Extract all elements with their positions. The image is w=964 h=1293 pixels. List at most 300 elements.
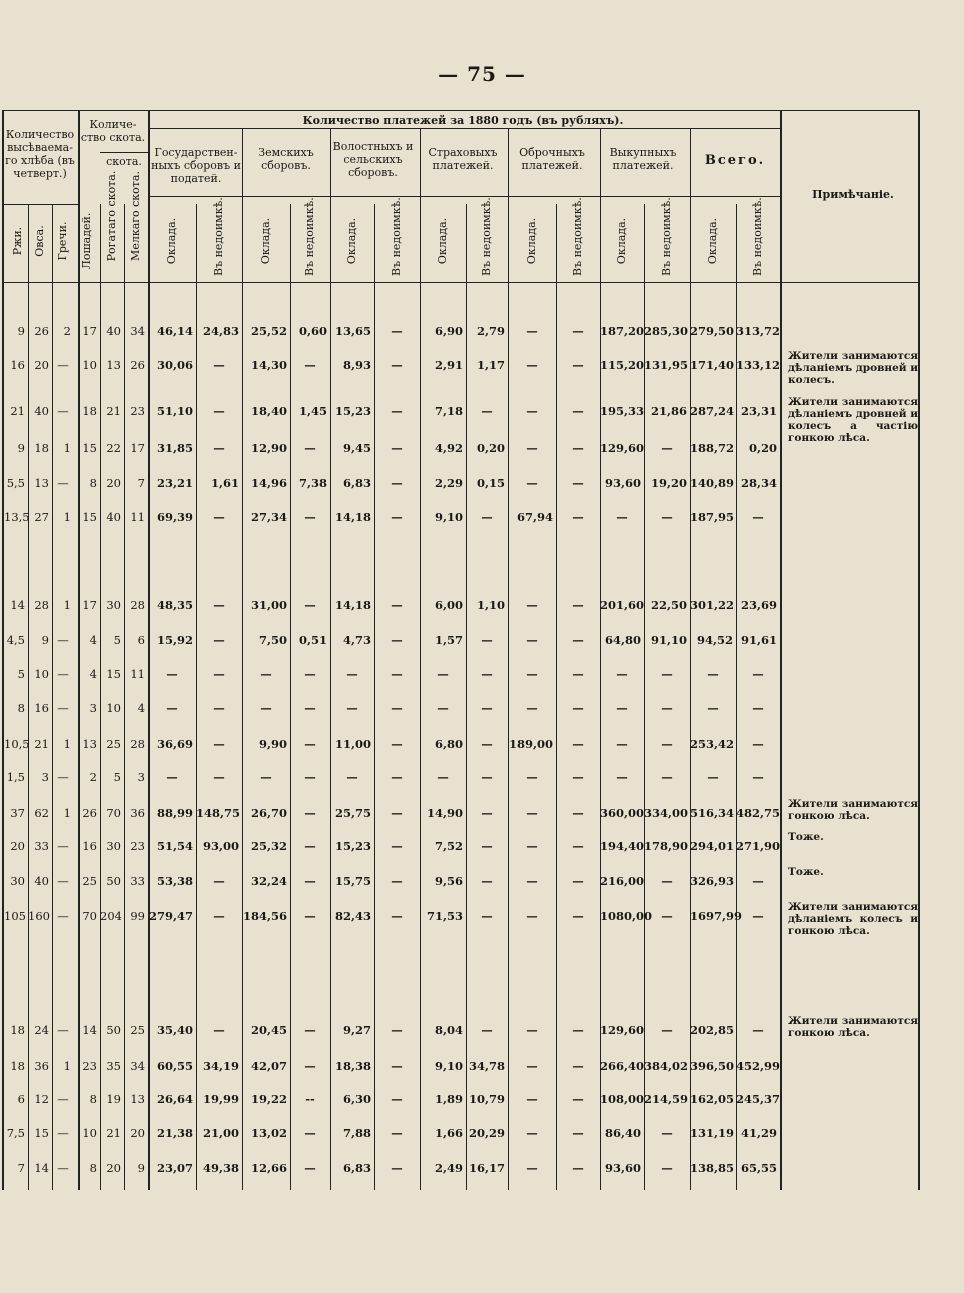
table-cell: — (526, 1059, 538, 1073)
rule-line (2, 110, 918, 111)
table-cell: 287,24 (690, 404, 735, 418)
table-cell: 6,83 (342, 476, 371, 490)
table-cell: 140,89 (690, 476, 735, 490)
table-cell: 16 (82, 839, 97, 853)
table-cell: 2,29 (434, 476, 463, 490)
table-cell: — (752, 510, 764, 524)
table-cell: 7,38 (298, 476, 327, 490)
table-cell: 14,96 (250, 476, 287, 490)
table-cell: — (661, 701, 673, 715)
table-cell: 30,06 (156, 358, 193, 372)
table-cell: 160 (28, 909, 50, 923)
table-cell: 108,00 (600, 1092, 645, 1106)
table-cell: 60,55 (156, 1059, 193, 1073)
table-cell: 25,75 (334, 806, 371, 820)
table-cell: 9,56 (434, 874, 463, 888)
table-cell: — (572, 839, 584, 853)
table-cell: — (213, 404, 225, 418)
table-cell: — (391, 1059, 403, 1073)
table-cell: 93,60 (604, 1161, 641, 1175)
table-cell: 31,85 (156, 441, 193, 455)
table-cell: — (391, 404, 403, 418)
cattle-sub-label: скота. (106, 155, 142, 168)
table-cell: — (707, 701, 719, 715)
table-cell: 187,20 (600, 324, 645, 338)
table-cell: — (572, 770, 584, 784)
assessed-header-0: Оклада. (165, 217, 178, 265)
table-cell: — (572, 633, 584, 647)
table-cell: — (572, 806, 584, 820)
table-cell: 271,90 (736, 839, 781, 853)
table-cell: — (572, 1161, 584, 1175)
column-line (124, 204, 125, 1190)
table-cell: — (707, 770, 719, 784)
table-cell: 22,50 (650, 598, 687, 612)
table-cell: 62 (34, 806, 49, 820)
table-cell: 23 (130, 404, 145, 418)
table-cell: 93,00 (202, 839, 239, 853)
table-cell: — (437, 770, 449, 784)
table-cell: — (391, 1126, 403, 1140)
table-cell: 266,40 (600, 1059, 645, 1073)
table-cell: — (304, 770, 316, 784)
table-cell: 99 (130, 909, 145, 923)
table-cell: 15 (82, 441, 97, 455)
table-cell: — (304, 1023, 316, 1037)
column-line (918, 110, 920, 1190)
table-cell: 8 (89, 1161, 97, 1175)
table-cell: 27 (34, 510, 49, 524)
table-cell: 23,21 (156, 476, 193, 490)
table-cell: — (661, 667, 673, 681)
header-grain: Количество высѣваема-го хлѣба (въ четверт.) (5, 128, 75, 180)
table-cell: 11 (130, 510, 145, 524)
table-cell: 36 (34, 1059, 49, 1073)
table-cell: 178,90 (644, 839, 689, 853)
table-cell: 1,10 (476, 598, 505, 612)
table-cell: 11 (130, 667, 145, 681)
table-cell: 15,23 (334, 404, 371, 418)
table-cell: — (526, 701, 538, 715)
table-cell: — (391, 839, 403, 853)
table-cell: 67,94 (516, 510, 553, 524)
table-cell: — (213, 667, 225, 681)
table-cell: 294,01 (690, 839, 735, 853)
table-cell: — (661, 510, 673, 524)
table-cell: 279,50 (690, 324, 735, 338)
table-cell: — (572, 324, 584, 338)
table-cell: — (572, 404, 584, 418)
table-cell: — (57, 701, 69, 715)
table-cell: — (481, 633, 493, 647)
table-cell: 20 (106, 1161, 121, 1175)
table-cell: — (213, 909, 225, 923)
table-cell: 13 (106, 358, 121, 372)
table-cell: 23 (130, 839, 145, 853)
table-cell: — (57, 358, 69, 372)
table-cell: 482,75 (736, 806, 781, 820)
table-cell: — (260, 770, 272, 784)
table-cell: — (304, 701, 316, 715)
table-cell: — (526, 476, 538, 490)
table-cell: 48,35 (156, 598, 193, 612)
table-cell: — (481, 667, 493, 681)
table-cell: 1 (63, 441, 71, 455)
table-cell: 14 (34, 1161, 49, 1175)
table-cell: 1,45 (298, 404, 327, 418)
table-cell: 70 (106, 806, 121, 820)
table-cell: — (391, 510, 403, 524)
table-cell: 40 (34, 404, 49, 418)
table-cell: 9 (137, 1161, 145, 1175)
header-payments: Количество платежей за 1880 годъ (въ рубляхъ). (302, 114, 624, 127)
table-cell: — (304, 598, 316, 612)
table-cell: — (57, 874, 69, 888)
rule-line (150, 196, 780, 197)
table-cell: — (391, 909, 403, 923)
table-cell: 34 (130, 324, 145, 338)
table-cell: 2,49 (434, 1161, 463, 1175)
rule-line (150, 128, 780, 129)
table-cell: 37 (10, 806, 25, 820)
rule-line (100, 152, 148, 153)
table-cell: — (661, 1126, 673, 1140)
table-cell: 187,95 (690, 510, 735, 524)
table-cell: — (526, 1126, 538, 1140)
table-cell: 194,40 (600, 839, 645, 853)
table-cell: 16,17 (468, 1161, 505, 1175)
table-cell: — (572, 510, 584, 524)
small-cattle-header: Мелкаго скота. (129, 171, 142, 261)
table-cell: — (572, 598, 584, 612)
table-cell: 23,07 (156, 1161, 193, 1175)
table-cell: 18 (34, 441, 49, 455)
table-cell: 7,18 (434, 404, 463, 418)
table-cell: 18 (10, 1059, 25, 1073)
table-cell: 51,54 (156, 839, 193, 853)
table-cell: 6,30 (342, 1092, 371, 1106)
table-cell: — (752, 770, 764, 784)
column-line (736, 204, 737, 1190)
table-cell: 28,34 (740, 476, 777, 490)
table-cell: 9,45 (342, 441, 371, 455)
rule-line (2, 204, 80, 205)
table-cell: 9,90 (258, 737, 287, 751)
table-cell: — (526, 874, 538, 888)
table-cell: 360,00 (600, 806, 645, 820)
table-cell: -- (305, 1092, 315, 1106)
table-cell: 30 (10, 874, 25, 888)
table-cell: 26 (130, 358, 145, 372)
table-cell: 25 (82, 874, 97, 888)
table-cell: — (526, 633, 538, 647)
table-cell: — (304, 737, 316, 751)
header-zemstvo: Земскихъ сборовъ. (258, 146, 314, 172)
table-cell: — (661, 770, 673, 784)
table-cell: — (391, 633, 403, 647)
table-cell: 42,07 (250, 1059, 287, 1073)
table-cell: 21,38 (156, 1126, 193, 1140)
table-cell: — (572, 909, 584, 923)
table-cell: — (526, 1023, 538, 1037)
table-cell: — (661, 1023, 673, 1037)
header-redemption: Выкупныхъ платежей. (609, 146, 677, 172)
table-cell: 7,50 (258, 633, 287, 647)
table-cell: 4 (89, 633, 97, 647)
table-cell: 0,15 (476, 476, 505, 490)
table-cell: — (304, 358, 316, 372)
table-cell: 21,86 (650, 404, 687, 418)
table-cell: 15,92 (156, 633, 193, 647)
table-cell: — (616, 770, 628, 784)
table-cell: — (391, 1092, 403, 1106)
table-cell: 14,30 (250, 358, 287, 372)
table-cell: 33 (130, 874, 145, 888)
table-cell: — (526, 324, 538, 338)
table-cell: 1,61 (210, 476, 239, 490)
table-cell: 18,38 (334, 1059, 371, 1073)
table-cell: — (57, 1092, 69, 1106)
table-cell: 18,40 (250, 404, 287, 418)
table-cell: 21,00 (202, 1126, 239, 1140)
assessed-header-6: Оклада. (706, 217, 719, 265)
table-cell: — (572, 874, 584, 888)
table-cell: — (526, 358, 538, 372)
assessed-header-1: Оклада. (259, 217, 272, 265)
table-cell: — (57, 770, 69, 784)
table-cell: — (526, 441, 538, 455)
table-cell: — (752, 1023, 764, 1037)
table-cell: — (526, 806, 538, 820)
column-line (100, 204, 101, 1190)
table-cell: 26 (82, 806, 97, 820)
table-cell: — (304, 510, 316, 524)
table-cell: 201,60 (600, 598, 645, 612)
table-cell: 15 (82, 510, 97, 524)
header-insurance: Страховыхъ платежей. (428, 146, 498, 172)
table-cell: — (57, 476, 69, 490)
table-cell: — (481, 737, 493, 751)
table-cell: 13 (82, 737, 97, 751)
table-cell: 35,40 (156, 1023, 193, 1037)
table-cell: 6,90 (434, 324, 463, 338)
table-cell: 0,20 (476, 441, 505, 455)
table-cell: 69,39 (156, 510, 193, 524)
table-cell: 7,88 (342, 1126, 371, 1140)
table-cell: — (526, 1161, 538, 1175)
table-cell: — (661, 1161, 673, 1175)
table-cell: — (481, 806, 493, 820)
table-cell: 26 (34, 324, 49, 338)
table-cell: 40 (106, 324, 121, 338)
table-cell: 189,00 (508, 737, 553, 751)
table-cell: 13,02 (250, 1126, 287, 1140)
table-cell: 88,99 (156, 806, 193, 820)
table-cell: — (752, 701, 764, 715)
remark-note: Жители занимаются дѣланіемъ колесъ и гонкою лѣса. (788, 901, 918, 937)
table-cell: 14 (10, 598, 25, 612)
table-cell: — (616, 701, 628, 715)
header-volost: Волостныхъ и сельскихъ сборовъ. (332, 140, 414, 179)
table-cell: 8 (89, 1092, 97, 1106)
table-cell: 1080,00 (600, 909, 653, 923)
table-cell: 15,75 (334, 874, 371, 888)
table-cell: — (526, 1092, 538, 1106)
rule-line (2, 282, 918, 283)
table-cell: 30 (106, 839, 121, 853)
table-cell: — (481, 510, 493, 524)
table-cell: 33 (34, 839, 49, 853)
table-cell: — (572, 737, 584, 751)
table-cell: 20 (130, 1126, 145, 1140)
remark-note: Жители занимаются дѣланіемъ дровней и колесъ а частію гонкою лѣса. (788, 396, 919, 444)
assessed-header-3: Оклада. (436, 217, 449, 265)
table-cell: — (213, 770, 225, 784)
table-cell: — (57, 1161, 69, 1175)
table-cell: 13,5 (4, 510, 30, 524)
table-cell: 21 (106, 404, 121, 418)
table-cell: 204 (100, 909, 122, 923)
table-cell: 4 (89, 667, 97, 681)
table-cell: 15 (106, 667, 121, 681)
remark-note: Тоже. (788, 866, 824, 878)
table-cell: — (213, 737, 225, 751)
column-line (290, 204, 291, 1190)
table-cell: 5 (113, 770, 121, 784)
table-cell: 9 (17, 324, 25, 338)
table-cell: 16 (10, 358, 25, 372)
arrears-header-5: Въ недоимкѣ. (660, 197, 673, 276)
table-cell: — (572, 1023, 584, 1037)
table-cell: 384,02 (644, 1059, 689, 1073)
table-cell: 129,60 (600, 441, 645, 455)
table-cell: 148,75 (196, 806, 241, 820)
table-cell: — (616, 737, 628, 751)
table-cell: 8 (17, 701, 25, 715)
table-cell: 1697,99 (690, 909, 743, 923)
table-cell: 131,19 (690, 1126, 735, 1140)
table-cell: 20 (10, 839, 25, 853)
table-cell: — (304, 441, 316, 455)
header-obrok: Оброчныхъ платежей. (519, 146, 585, 172)
header-state: Государствен-ныхъ сборовъ и податей. (151, 146, 241, 185)
table-cell: 16 (34, 701, 49, 715)
table-cell: 6,80 (434, 737, 463, 751)
table-cell: — (526, 404, 538, 418)
table-cell: 9 (41, 633, 49, 647)
table-cell: 25,52 (250, 324, 287, 338)
table-cell: 17 (82, 324, 97, 338)
table-cell: 23,69 (740, 598, 777, 612)
table-cell: 253,42 (690, 737, 735, 751)
table-cell: 313,72 (736, 324, 781, 338)
table-cell: 20,45 (250, 1023, 287, 1037)
table-cell: 19 (106, 1092, 121, 1106)
table-cell: — (526, 598, 538, 612)
table-cell: 1 (63, 1059, 71, 1073)
table-cell: 105 (4, 909, 26, 923)
table-cell: — (213, 701, 225, 715)
table-cell: 8,04 (434, 1023, 463, 1037)
table-cell: — (304, 1161, 316, 1175)
table-cell: 326,93 (690, 874, 735, 888)
table-cell: 21 (10, 404, 25, 418)
remark-note: Тоже. (788, 831, 824, 843)
table-cell: 36 (130, 806, 145, 820)
table-cell: 27,34 (250, 510, 287, 524)
table-cell: — (481, 1023, 493, 1037)
oats-header: Овса. (33, 225, 46, 257)
table-cell: — (752, 667, 764, 681)
table-cell: 452,99 (736, 1059, 781, 1073)
table-cell: — (526, 667, 538, 681)
rye-header: Ржи. (11, 226, 24, 256)
header-total: Всего. (704, 153, 766, 168)
table-cell: 14 (82, 1023, 97, 1037)
table-cell: 18 (10, 1023, 25, 1037)
table-cell: 1 (63, 598, 71, 612)
table-cell: 216,00 (600, 874, 645, 888)
table-cell: 19,20 (650, 476, 687, 490)
table-cell: 10 (82, 358, 97, 372)
table-cell: 15,23 (334, 839, 371, 853)
table-cell: 0,51 (298, 633, 327, 647)
table-cell: 20 (106, 476, 121, 490)
table-cell: — (572, 1126, 584, 1140)
table-cell: 23,31 (740, 404, 777, 418)
table-cell: — (661, 874, 673, 888)
table-cell: 4,5 (6, 633, 25, 647)
table-cell: 25 (130, 1023, 145, 1037)
table-cell: 396,50 (690, 1059, 735, 1073)
table-cell: 4,92 (434, 441, 463, 455)
table-cell: — (752, 874, 764, 888)
table-cell: 9 (17, 441, 25, 455)
table-cell: 2,79 (476, 324, 505, 338)
table-cell: — (616, 667, 628, 681)
table-cell: 131,95 (644, 358, 689, 372)
table-cell: — (391, 1023, 403, 1037)
table-cell: 6,83 (342, 1161, 371, 1175)
table-cell: 5,5 (6, 476, 25, 490)
table-cell: 9,10 (434, 510, 463, 524)
table-cell: 1,17 (476, 358, 505, 372)
table-cell: 46,14 (156, 324, 193, 338)
table-cell: — (346, 667, 358, 681)
table-cell: 245,37 (736, 1092, 781, 1106)
table-cell: 0,20 (748, 441, 777, 455)
table-cell: 86,40 (604, 1126, 641, 1140)
table-cell: 3 (89, 701, 97, 715)
arrears-header-0: Въ недоимкѣ. (212, 197, 225, 276)
table-cell: 1,57 (434, 633, 463, 647)
table-cell: — (57, 839, 69, 853)
table-cell: 12,90 (250, 441, 287, 455)
table-cell: — (213, 633, 225, 647)
table-cell: 13 (34, 476, 49, 490)
table-cell: 25,32 (250, 839, 287, 853)
table-cell: — (57, 404, 69, 418)
table-cell: 21 (106, 1126, 121, 1140)
column-line (52, 204, 53, 1190)
table-cell: — (391, 667, 403, 681)
column-line (196, 204, 197, 1190)
table-cell: 4,73 (342, 633, 371, 647)
assessed-header-5: Оклада. (615, 217, 628, 265)
table-cell: 6 (17, 1092, 25, 1106)
table-cell: 70 (82, 909, 97, 923)
table-cell: 1 (63, 510, 71, 524)
